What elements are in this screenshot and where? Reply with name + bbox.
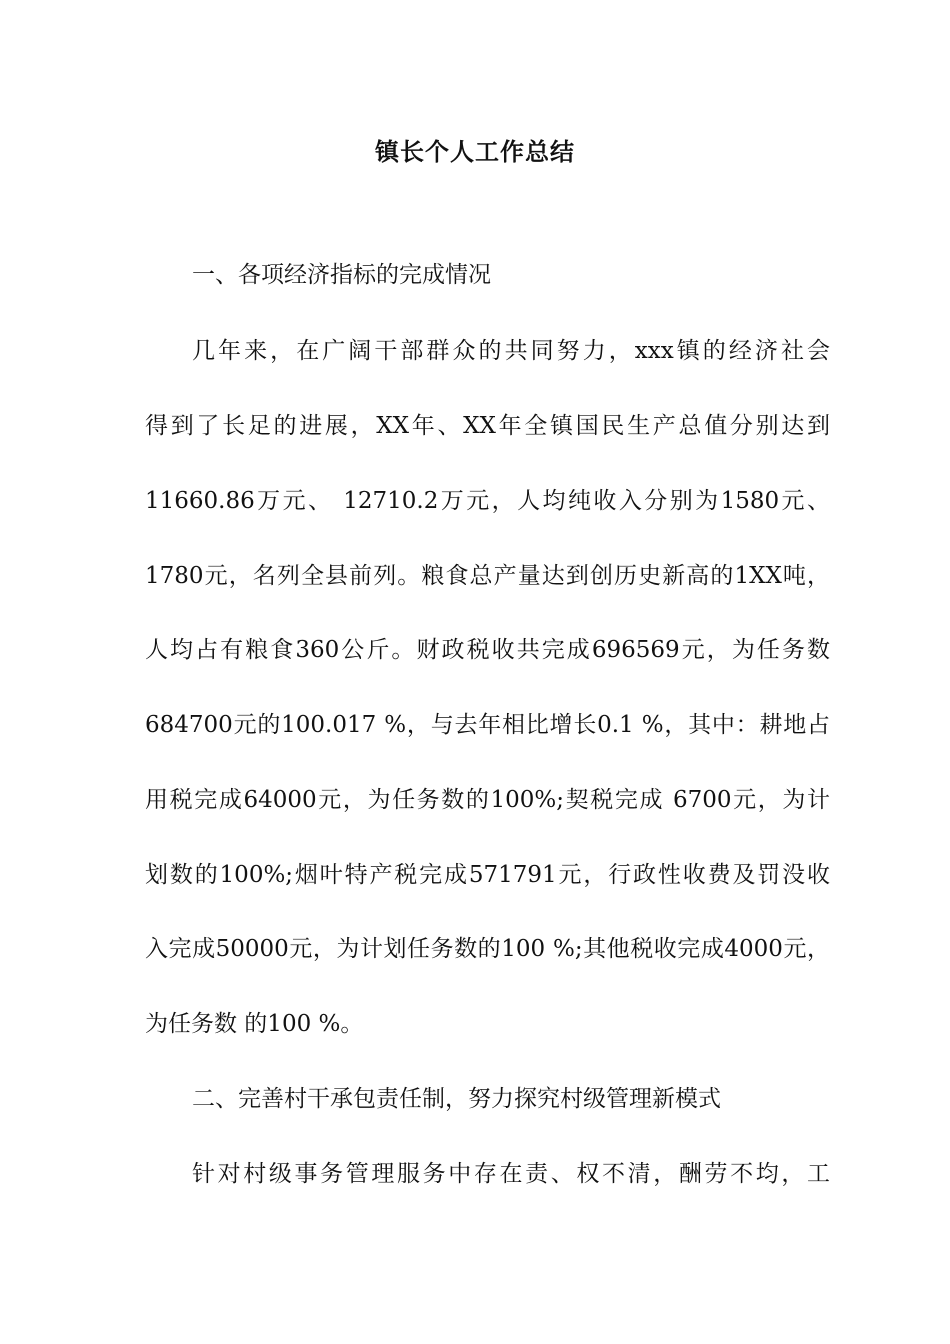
document-title: 镇长个人工作总结 (375, 138, 575, 166)
paragraph-line: 用税完成64000元，为任务数的100%;契税完成 6700元，为计 (145, 787, 830, 813)
paragraph-line: 针对村级事务管理服务中存在责、权不清，酬劳不均，工 (192, 1161, 830, 1187)
paragraph-line: 1780元，名列全县前列。粮食总产量达到创历史新高的1XX吨， (145, 563, 830, 589)
paragraph-line: 得到了长足的进展，XX年、XX年全镇国民生产总值分别达到 (145, 413, 830, 439)
paragraph-line: 11660.86万元、 12710.2万元，人均纯收入分别为1580元、 (145, 488, 830, 514)
paragraph-line: 684700元的100.017 %，与去年相比增长0.1 %，其中：耕地占 (145, 712, 830, 738)
paragraph-line: 划数的100%;烟叶特产税完成571791元，行政性收费及罚没收 (145, 862, 830, 888)
section-heading-1: 一、各项经济指标的完成情况 (192, 262, 491, 288)
paragraph-line: 为任务数 的100 %。 (145, 1011, 364, 1037)
paragraph-line: 人均占有粮食360公斤。财政税收共完成696569元，为任务数 (145, 637, 830, 663)
section-heading-2: 二、完善村干承包责任制，努力探究村级管理新模式 (192, 1086, 721, 1112)
paragraph-line: 入完成50000元，为计划任务数的100 %;其他税收完成4000元， (145, 936, 830, 962)
paragraph-line: 几年来，在广阔干部群众的共同努力，xxx镇的经济社会 (192, 338, 830, 364)
